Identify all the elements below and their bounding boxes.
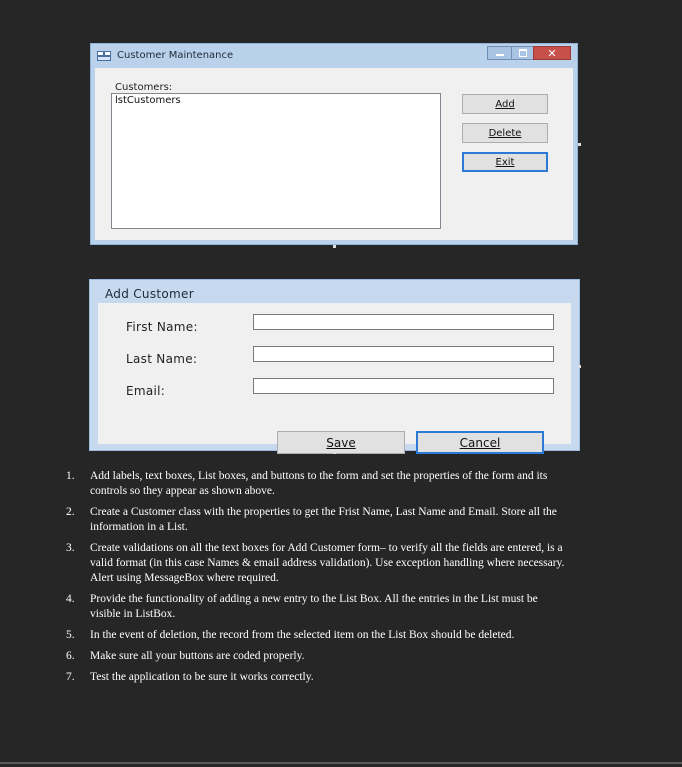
item-number: 4.: [66, 593, 75, 605]
maximize-button[interactable]: [511, 46, 533, 60]
window-title: Customer Maintenance: [117, 50, 234, 61]
customer-maintenance-window: [90, 43, 578, 245]
caption-buttons: [487, 46, 571, 60]
title-bar[interactable]: [91, 44, 577, 68]
add-customer-window: [89, 279, 580, 451]
resize-handle[interactable]: [333, 245, 336, 248]
list-item: [66, 541, 566, 586]
item-number: 2.: [66, 506, 75, 518]
item-text: Create validations on all the text boxes for Add Customer form– to verify all the fields are entered, is a valid format (in this case Names & email address validation). Use exception handling where necessary. Alert using MessageBox where required.: [90, 542, 565, 584]
listbox-item: lstCustomers: [115, 95, 181, 106]
instructions-list: [66, 469, 566, 691]
email-label: Email:: [126, 384, 166, 398]
divider: [0, 762, 682, 764]
minimize-button[interactable]: [487, 46, 511, 60]
app-icon: [97, 51, 111, 61]
list-item: [66, 505, 566, 535]
list-item: [66, 670, 566, 685]
resize-handle[interactable]: [333, 451, 336, 454]
cancel-button[interactable]: Cancel: [416, 431, 544, 454]
first-name-label: First Name:: [126, 320, 198, 334]
item-text: Provide the functionality of adding a new entry to the List Box. All the entries in the List must be visible in ListBox.: [90, 593, 538, 620]
list-item: [66, 469, 566, 499]
add-button[interactable]: Add: [462, 94, 548, 114]
maximize-icon: [519, 49, 527, 57]
customers-listbox[interactable]: [111, 93, 441, 229]
window-client-area: [98, 303, 571, 450]
last-name-input[interactable]: [253, 346, 554, 362]
resize-handle[interactable]: [578, 365, 581, 368]
last-name-label: Last Name:: [126, 352, 198, 366]
save-button[interactable]: Save: [277, 431, 405, 454]
window-client-area: [95, 68, 573, 240]
item-text: Create a Customer class with the properties to get the Frist Name, Last Name and Email. Store all the information in a List.: [90, 506, 557, 533]
email-input[interactable]: [253, 378, 554, 394]
resize-handle[interactable]: [578, 143, 581, 146]
item-text: Add labels, text boxes, List boxes, and buttons to the form and set the properties of the form and its controls so they appear as shown above.: [90, 470, 548, 497]
item-number: 1.: [66, 470, 75, 482]
item-number: 7.: [66, 671, 75, 683]
exit-button[interactable]: Exit: [462, 152, 548, 172]
list-item: [66, 649, 566, 664]
first-name-input[interactable]: [253, 314, 554, 330]
customers-label: Customers:: [115, 82, 173, 93]
list-item: [66, 628, 566, 643]
minimize-icon: [496, 49, 504, 57]
item-text: In the event of deletion, the record from the selected item on the List Box should be deleted.: [90, 629, 515, 641]
close-button[interactable]: [533, 46, 571, 60]
item-number: 3.: [66, 542, 75, 554]
item-number: 5.: [66, 629, 75, 641]
item-number: 6.: [66, 650, 75, 662]
delete-button[interactable]: Delete: [462, 123, 548, 143]
close-icon: ✕: [547, 46, 557, 60]
item-text: Test the application to be sure it works correctly.: [90, 671, 314, 683]
list-item: [66, 592, 566, 622]
item-text: Make sure all your buttons are coded properly.: [90, 650, 305, 662]
window-title: Add Customer: [105, 287, 194, 301]
